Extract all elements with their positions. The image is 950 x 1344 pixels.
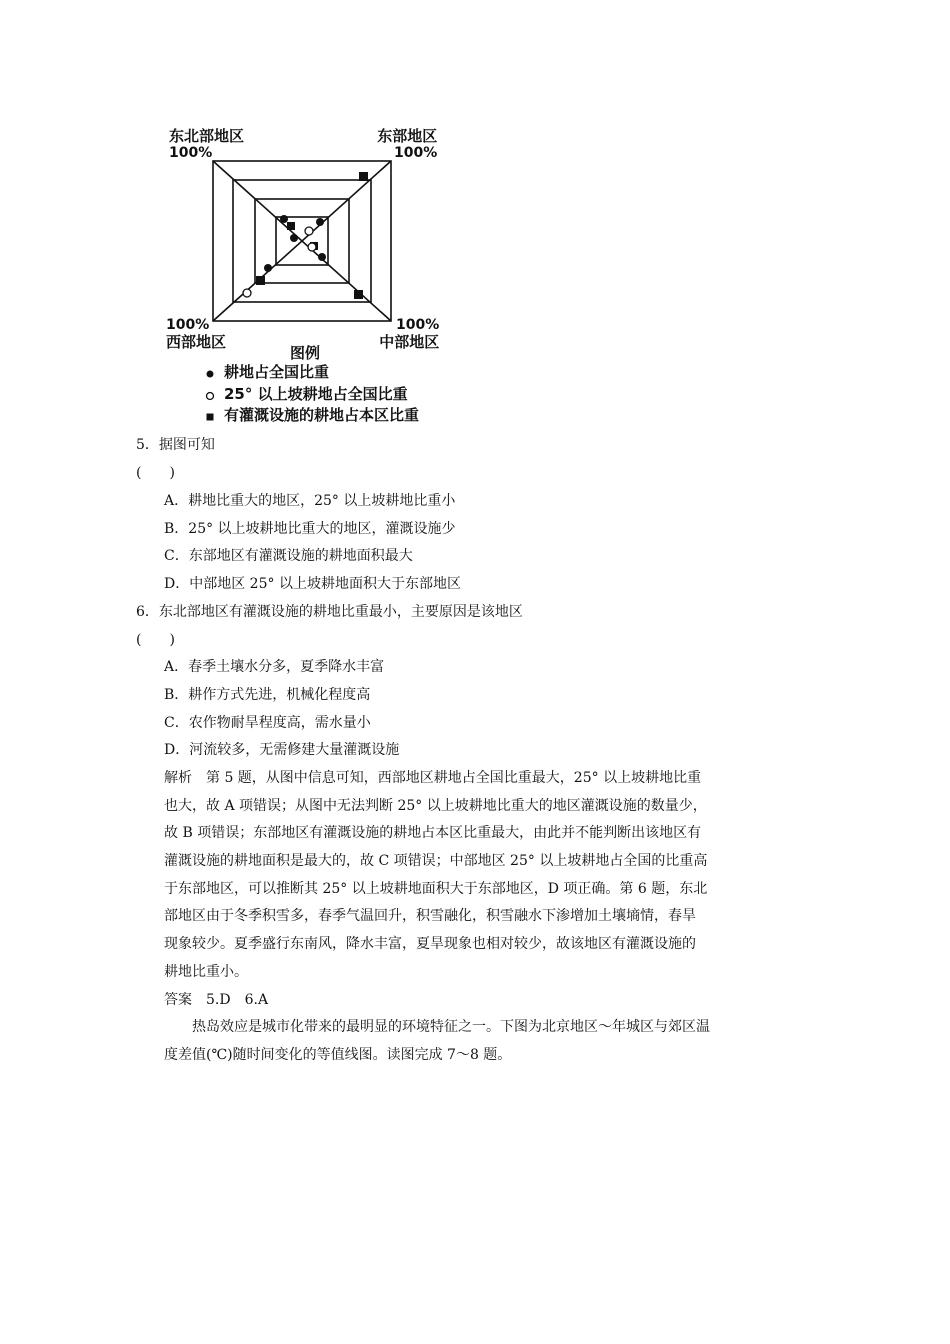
analysis-line: 故 B 项错误；东部地区有灌溉设施的耕地占本区比重最大，由此并不能判断出该地区有: [164, 825, 702, 841]
corner-label-northeast-region: [169, 128, 244, 162]
question-5-stem: 5．据图可知: [136, 437, 215, 453]
corner-name: 西部地区: [166, 333, 227, 351]
legend-label: 耕地占全国比重: [224, 363, 330, 381]
corner-percent: 100%: [396, 317, 440, 333]
dot-marker-ne-2: [290, 234, 298, 242]
question-6-option-a: A．春季土壤水分多，夏季降水丰富: [164, 659, 385, 675]
answer-line: 答案 5.D 6.A: [164, 992, 269, 1008]
question-5-option-c: C．东部地区有灌溉设施的耕地面积最大: [164, 548, 413, 564]
question-5-option-b: B．25° 以上坡耕地比重大的地区，灌溉设施少: [164, 521, 456, 537]
dot-marker-nw: [280, 215, 288, 223]
intro-line: 度差值(℃)随时间变化的等值线图。读图完成 7～8 题。: [164, 1047, 512, 1063]
question-5-paren: ( ): [136, 465, 175, 481]
question-6-paren: ( ): [136, 632, 175, 648]
hollow-circle-icon: [204, 388, 216, 400]
hollow-marker-3: [243, 289, 251, 297]
legend-title: 图例: [290, 344, 321, 362]
analysis-line: 解析 第 5 题，从图中信息可知，西部地区耕地占全国比重最大，25° 以上坡耕地比重: [164, 770, 702, 786]
legend-item-irrigated-share: [204, 404, 419, 425]
square-marker-nw: [287, 222, 295, 230]
corner-label-central-region: [366, 317, 439, 351]
intro-line: 热岛效应是城市化带来的最明显的环境特征之一。下图为北京地区～年城区与郊区温: [164, 1019, 710, 1035]
legend-label: 25° 以上坡耕地占全国比重: [224, 385, 408, 403]
legend-item-slope-cropland-share: [204, 383, 408, 404]
nested-squares-chart: [212, 160, 392, 322]
question-6-option-c: C．农作物耐旱程度高，需水量小: [164, 715, 371, 731]
corner-label-east-region: [362, 128, 437, 162]
hollow-marker-2: [308, 243, 316, 251]
question-5-option-d: D．中部地区 25° 以上坡耕地面积大于东部地区: [164, 576, 461, 592]
dot-marker-ne: [316, 218, 324, 226]
corner-label-west-region: [166, 317, 226, 351]
corner-percent: 100%: [394, 145, 438, 161]
analysis-line: 部地区由于冬季积雪多，春季气温回升，积雪融化，积雪融水下渗增加土壤墒情，春旱: [164, 908, 696, 924]
corner-name: 东部地区: [377, 127, 438, 145]
corner-percent: 100%: [166, 317, 210, 333]
legend-label: 有灌溉设施的耕地占本区比重: [224, 406, 420, 424]
analysis-line: 耕地比重小。: [164, 964, 248, 980]
corner-percent: 100%: [169, 145, 213, 161]
dot-marker-sw: [264, 264, 272, 272]
dot-marker-se: [318, 253, 326, 261]
filled-square-icon: [204, 409, 216, 421]
question-6-option-d: D．河流较多，无需修建大量灌溉设施: [164, 742, 400, 758]
question-6-stem: 6．东北部地区有灌溉设施的耕地比重最小，主要原因是该地区: [136, 604, 523, 620]
square-marker-ne: [359, 172, 368, 181]
radar-figure: [212, 160, 392, 322]
hollow-marker-1: [305, 227, 313, 235]
analysis-line: 灌溉设施的耕地面积是最大的，故 C 项错误；中部地区 25° 以上坡耕地占全国的比重高: [164, 853, 708, 869]
corner-name: 东北部地区: [169, 127, 245, 145]
corner-name: 中部地区: [379, 333, 440, 351]
square-marker-sw: [256, 276, 265, 285]
question-5-option-a: A．耕地比重大的地区，25° 以上坡耕地比重小: [164, 493, 456, 509]
analysis-line: 现象较少。夏季盛行东南风，降水丰富，夏旱现象也相对较少，故该地区有灌溉设施的: [164, 936, 696, 952]
analysis-line: 也大，故 A 项错误；从图中无法判断 25° 以上坡耕地比重大的地区灌溉设施的数量少，: [164, 798, 707, 814]
square-marker-se: [354, 290, 363, 299]
legend-item-cropland-share: [204, 361, 329, 382]
filled-circle-icon: [204, 366, 216, 378]
analysis-line: 于东部地区，可以推断其 25° 以上坡耕地面积大于东部地区，D 项正确。第 6 题，东北: [164, 881, 708, 897]
question-6-option-b: B．耕作方式先进，机械化程度高: [164, 687, 371, 703]
